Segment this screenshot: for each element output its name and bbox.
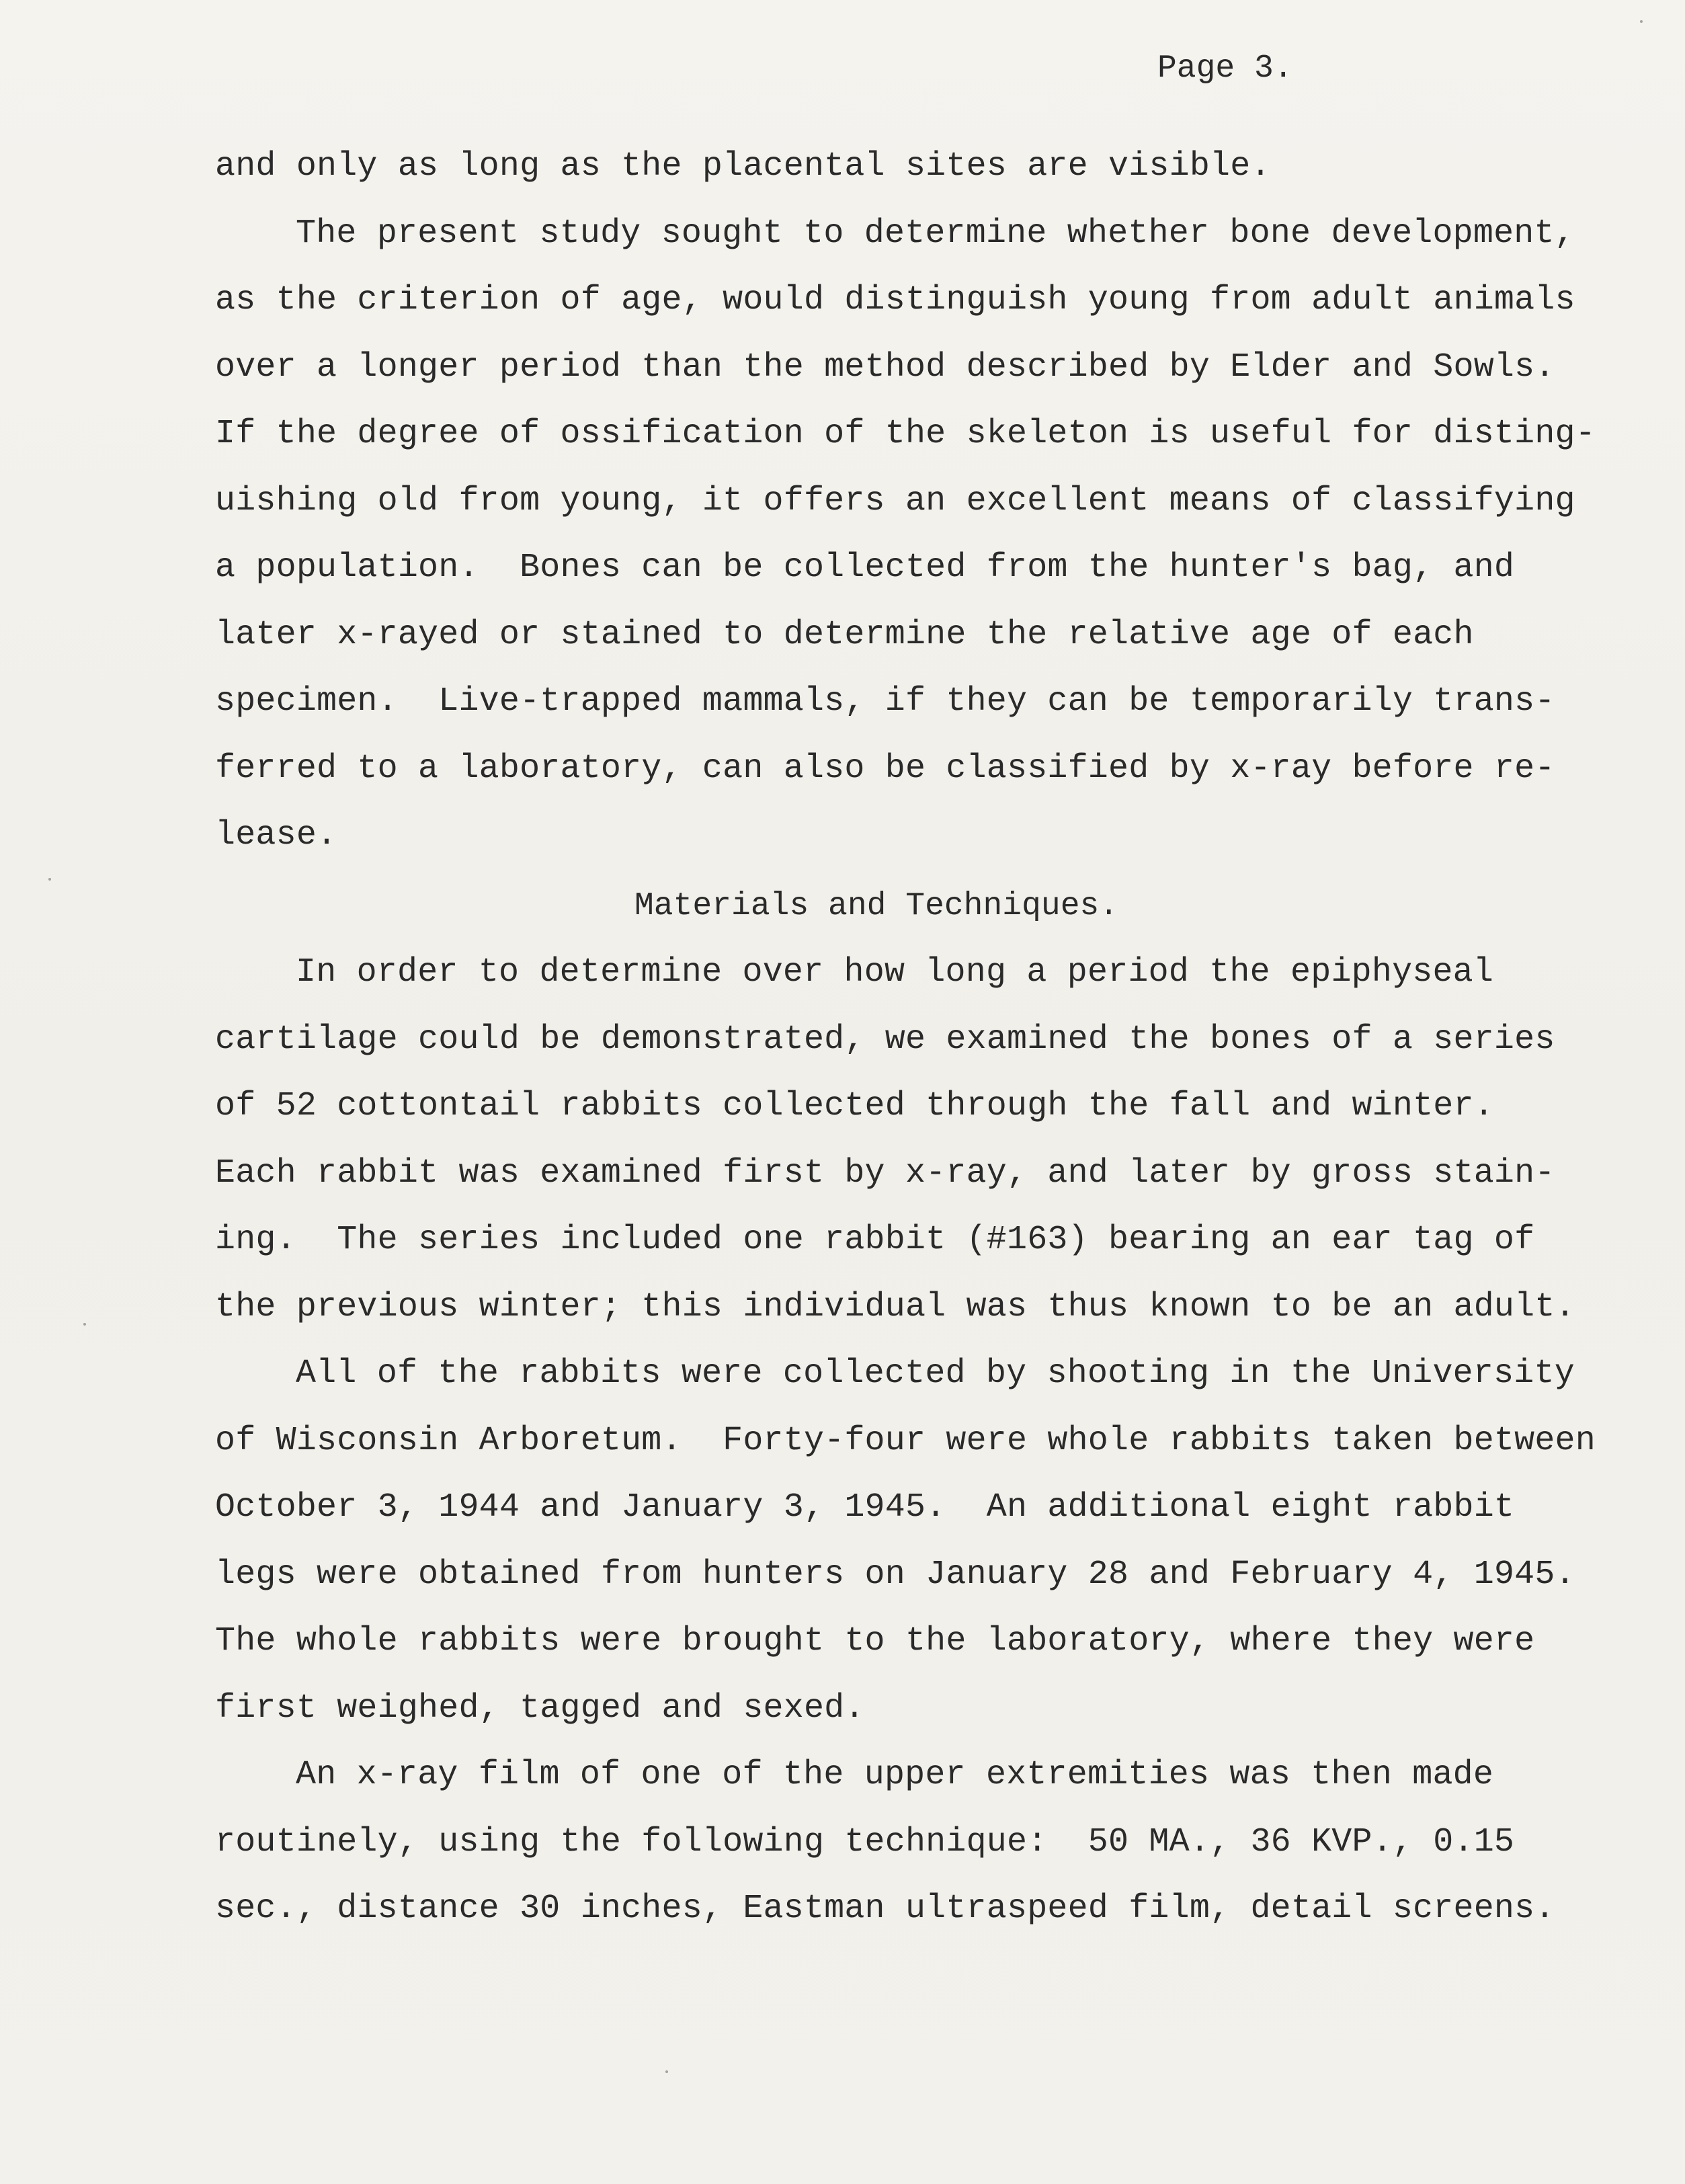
text-line: first weighed, tagged and sexed. bbox=[215, 1689, 865, 1728]
text-line: uishing old from young, it offers an excellent means of classifying bbox=[215, 482, 1575, 520]
text-line: cartilage could be demonstrated, we examined the bones of a series bbox=[215, 1020, 1555, 1059]
text-line: October 3, 1944 and January 3, 1945. An additional eight rabbit bbox=[215, 1488, 1515, 1527]
page-number: Page 3. bbox=[1157, 50, 1293, 87]
text-line: Each rabbit was examined first by x-ray, and later by gross stain- bbox=[215, 1154, 1555, 1192]
text-line: specimen. Live-trapped mammals, if they can be temporarily trans- bbox=[215, 682, 1555, 721]
text-line: as the criterion of age, would distinguish young from adult animals bbox=[215, 281, 1575, 319]
text-line: In order to determine over how long a period the epiphyseal bbox=[296, 953, 1494, 992]
text-line: later x-rayed or stained to determine the relative age of each bbox=[215, 616, 1474, 654]
speck bbox=[83, 1323, 86, 1326]
text-line: the previous winter; this individual was thus known to be an adult. bbox=[215, 1288, 1575, 1326]
text-line: over a longer period than the method described by Elder and Sowls. bbox=[215, 348, 1555, 387]
text-line: If the degree of ossification of the skeleton is useful for disting- bbox=[215, 415, 1596, 453]
speck bbox=[48, 878, 51, 881]
text-line: ferred to a laboratory, can also be classified by x-ray before re- bbox=[215, 750, 1555, 788]
text-line: legs were obtained from hunters on January 28 and February 4, 1945. bbox=[215, 1555, 1575, 1594]
text-line: of Wisconsin Arboretum. Forty-four were whole rabbits taken between bbox=[215, 1422, 1596, 1460]
text-line: An x-ray film of one of the upper extremities was then made bbox=[296, 1756, 1494, 1794]
text-line: routinely, using the following technique: 50 MA., 36 KVP., 0.15 bbox=[215, 1823, 1515, 1861]
text-line: lease. bbox=[215, 816, 337, 854]
section-heading: Materials and Techniques. bbox=[634, 888, 1119, 924]
text-line: sec., distance 30 inches, Eastman ultraspeed film, detail screens. bbox=[215, 1890, 1555, 1928]
text-line: All of the rabbits were collected by shooting in the University bbox=[296, 1354, 1575, 1393]
text-line: The present study sought to determine whether bone development, bbox=[296, 214, 1575, 253]
text-line: The whole rabbits were brought to the laboratory, where they were bbox=[215, 1622, 1535, 1660]
text-line: a population. Bones can be collected from the hunter's bag, and bbox=[215, 549, 1515, 587]
speck bbox=[1640, 20, 1643, 23]
speck bbox=[665, 2070, 668, 2073]
text-line: of 52 cottontail rabbits collected through the fall and winter. bbox=[215, 1087, 1494, 1125]
text-line: and only as long as the placental sites are visible. bbox=[215, 147, 1271, 186]
text-line: ing. The series included one rabbit (#163) bearing an ear tag of bbox=[215, 1221, 1535, 1259]
